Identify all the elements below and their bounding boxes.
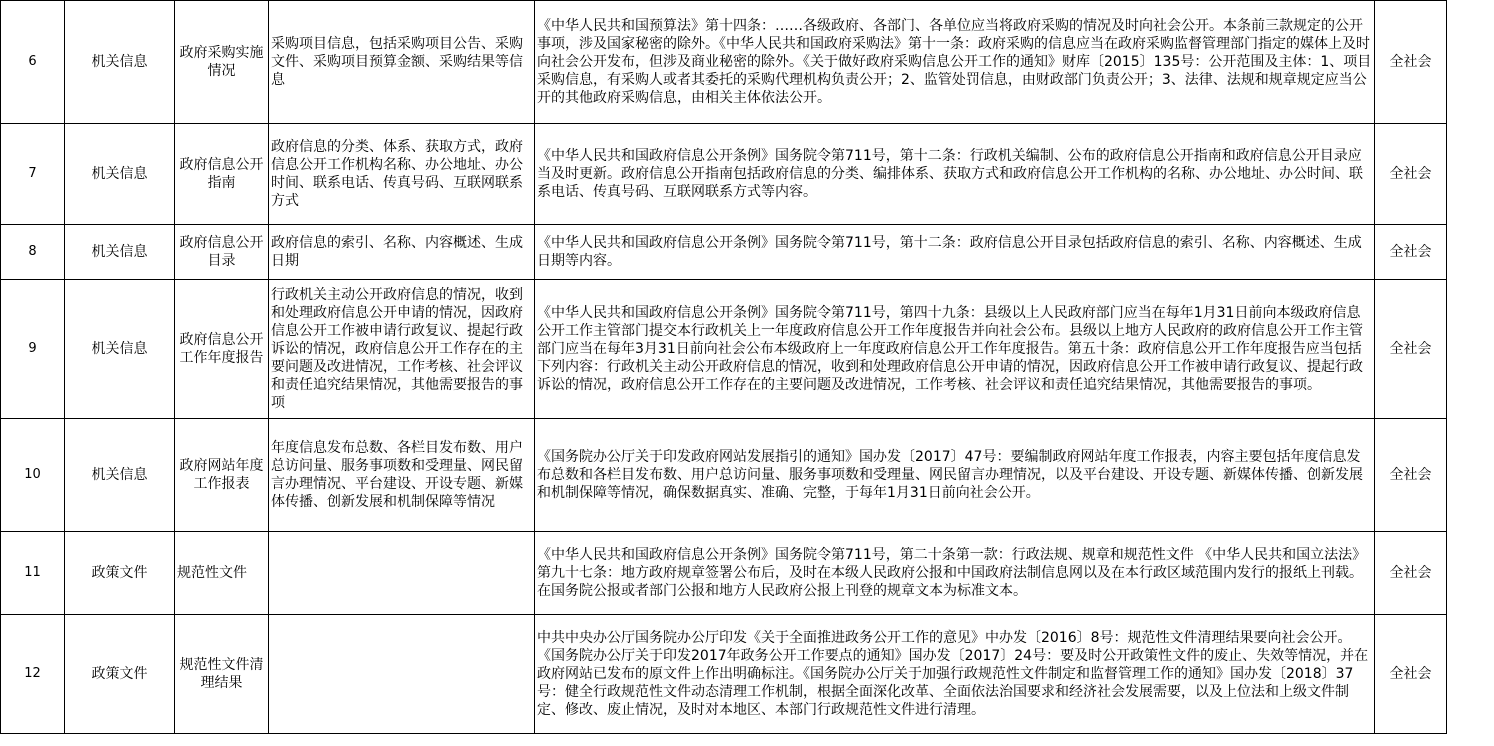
disclosure-target: 全社会 bbox=[1375, 419, 1447, 532]
info-category: 机关信息 bbox=[65, 1, 175, 124]
disclosure-target: 全社会 bbox=[1375, 615, 1447, 734]
info-category: 政策文件 bbox=[65, 615, 175, 734]
info-item: 政府信息公开工作年度报告 bbox=[175, 280, 269, 419]
legal-basis: 《国务院办公厅关于印发政府网站发展指引的通知》国办发〔2017〕47号：要编制政府网站年度工作报表，内容主要包括年度信息发布总数和各栏目发布数、用户总访问量、服务事项数和受理量、网民留言办理情况，以及平台建设、开设专题、新媒体传播、创新发展和机制保障等情况，确保数据真实、准确、完整，于每年1月31日前向社会公开。 bbox=[535, 419, 1375, 532]
table-row bbox=[1, 280, 1447, 419]
disclosure-target: 全社会 bbox=[1375, 124, 1447, 225]
info-content: 政府信息的索引、名称、内容概述、生成日期 bbox=[269, 225, 535, 280]
legal-basis: 《中华人民共和国政府信息公开条例》国务院令第711号，第四十九条：县级以上人民政府部门应当在每年1月31日前向本级政府信息公开工作主管部门提交本行政机关上一年度政府信息公开工作年度报告并向社会公布。县级以上地方人民政府的政府信息公开工作主管部门应当在每年3月31日前向社会公布本级政府上一年度政府信息公开工作年度报告。第五十条：政府信息公开工作年度报告应当包括下列内容：行政机关主动公开政府信息的情况，收到和处理政府信息公开申请的情况，因政府信息公开工作被申请行政复议、提起行政诉讼的情况，政府信息公开工作存在的主要问题及改进情况，工作考核、社会评议和责任追究结果情况，其他需要报告的事项。 bbox=[535, 280, 1375, 419]
info-content: 采购项目信息，包括采购项目公告、采购文件、采购项目预算金额、采购结果等信息 bbox=[269, 1, 535, 124]
info-category: 机关信息 bbox=[65, 280, 175, 419]
info-content bbox=[269, 615, 535, 734]
info-item: 规范性文件 bbox=[175, 532, 269, 615]
table-row bbox=[1, 225, 1447, 280]
info-category: 机关信息 bbox=[65, 225, 175, 280]
legal-basis: 《中华人民共和国预算法》第十四条：……各级政府、各部门、各单位应当将政府采购的情况及时向社会公开。本条前三款规定的公开事项，涉及国家秘密的除外。《中华人民共和国政府采购法》第十一条：政府采购的信息应当在政府采购监督管理部门指定的媒体上及时向社会公开发布，但涉及商业秘密的除外。《关于做好政府采购信息公开工作的通知》财库〔2015〕135号：公开范围及主体：1、项目采购信息，有采购人或者其委托的采购代理机构负责公开；2、监管处罚信息，由财政部门负责公开；3、法律、法规和规章规定应当公开的其他政府采购信息，由相关主体依法公开。 bbox=[535, 1, 1375, 124]
row-number: 10 bbox=[1, 419, 65, 532]
row-number: 9 bbox=[1, 280, 65, 419]
disclosure-target: 全社会 bbox=[1375, 280, 1447, 419]
legal-basis: 《中华人民共和国政府信息公开条例》国务院令第711号，第十二条：行政机关编制、公布的政府信息公开指南和政府信息公开目录应当及时更新。政府信息公开指南包括政府信息的分类、编排体系、获取方式和政府信息公开工作机构的名称、办公地址、办公时间、联系电话、传真号码、互联网联系方式等内容。 bbox=[535, 124, 1375, 225]
disclosure-target: 全社会 bbox=[1375, 1, 1447, 124]
info-item: 政府信息公开目录 bbox=[175, 225, 269, 280]
info-content bbox=[269, 532, 535, 615]
row-number: 7 bbox=[1, 124, 65, 225]
info-item: 政府网站年度工作报表 bbox=[175, 419, 269, 532]
row-number: 6 bbox=[1, 1, 65, 124]
info-content: 行政机关主动公开政府信息的情况，收到和处理政府信息公开申请的情况，因政府信息公开工作被申请行政复议、提起行政诉讼的情况，政府信息公开工作存在的主要问题及改进情况，工作考核、社会评议和责任追究结果情况，其他需要报告的事项 bbox=[269, 280, 535, 419]
legal-basis: 《中华人民共和国政府信息公开条例》国务院令第711号，第二十条第一款：行政法规、规章和规范性文件 《中华人民共和国立法法》第九十七条：地方政府规章签署公布后，及时在本级人民政府公报和中国政府法制信息网以及在本行政区域范围内发行的报纸上刊载。在国务院公报或者部门公报和地方人民政府公报上刊登的规章文本为标准文本。 bbox=[535, 532, 1375, 615]
info-category: 机关信息 bbox=[65, 124, 175, 225]
legal-basis: 中共中央办公厅国务院办公厅印发《关于全面推进政务公开工作的意见》中办发〔2016〕8号：规范性文件清理结果要向社会公开。《国务院办公厅关于印发2017年政务公开工作要点的通知》国办发〔2017〕24号：要及时公开政策性文件的废止、失效等情况，并在政府网站已发布的原文件上作出明确标注。《国务院办公厅关于加强行政规范性文件制定和监督管理工作的通知》国办发〔2018〕37号：健全行政规范性文件动态清理工作机制，根据全面深化改革、全面依法治国要求和经济社会发展需要，以及上位法和上级文件制定、修改、废止情况，及时对本地区、本部门行政规范性文件进行清理。 bbox=[535, 615, 1375, 734]
info-category: 机关信息 bbox=[65, 419, 175, 532]
table-row bbox=[1, 124, 1447, 225]
row-number: 11 bbox=[1, 532, 65, 615]
info-content: 政府信息的分类、体系、获取方式，政府信息公开工作机构名称、办公地址、办公时间、联系电话、传真号码、互联网联系方式 bbox=[269, 124, 535, 225]
table-row bbox=[1, 532, 1447, 615]
row-number: 12 bbox=[1, 615, 65, 734]
legal-basis: 《中华人民共和国政府信息公开条例》国务院令第711号，第十二条：政府信息公开目录包括政府信息的索引、名称、内容概述、生成日期等内容。 bbox=[535, 225, 1375, 280]
row-number: 8 bbox=[1, 225, 65, 280]
disclosure-target: 全社会 bbox=[1375, 532, 1447, 615]
info-content: 年度信息发布总数、各栏目发布数、用户总访问量、服务事项数和受理量、网民留言办理情况、平台建设、开设专题、新媒体传播、创新发展和机制保障等情况 bbox=[269, 419, 535, 532]
disclosure-target: 全社会 bbox=[1375, 225, 1447, 280]
info-item: 政府采购实施情况 bbox=[175, 1, 269, 124]
table-row bbox=[1, 419, 1447, 532]
table-row bbox=[1, 1, 1447, 124]
info-item: 规范性文件清理结果 bbox=[175, 615, 269, 734]
info-item: 政府信息公开指南 bbox=[175, 124, 269, 225]
table-row bbox=[1, 615, 1447, 734]
info-category: 政策文件 bbox=[65, 532, 175, 615]
